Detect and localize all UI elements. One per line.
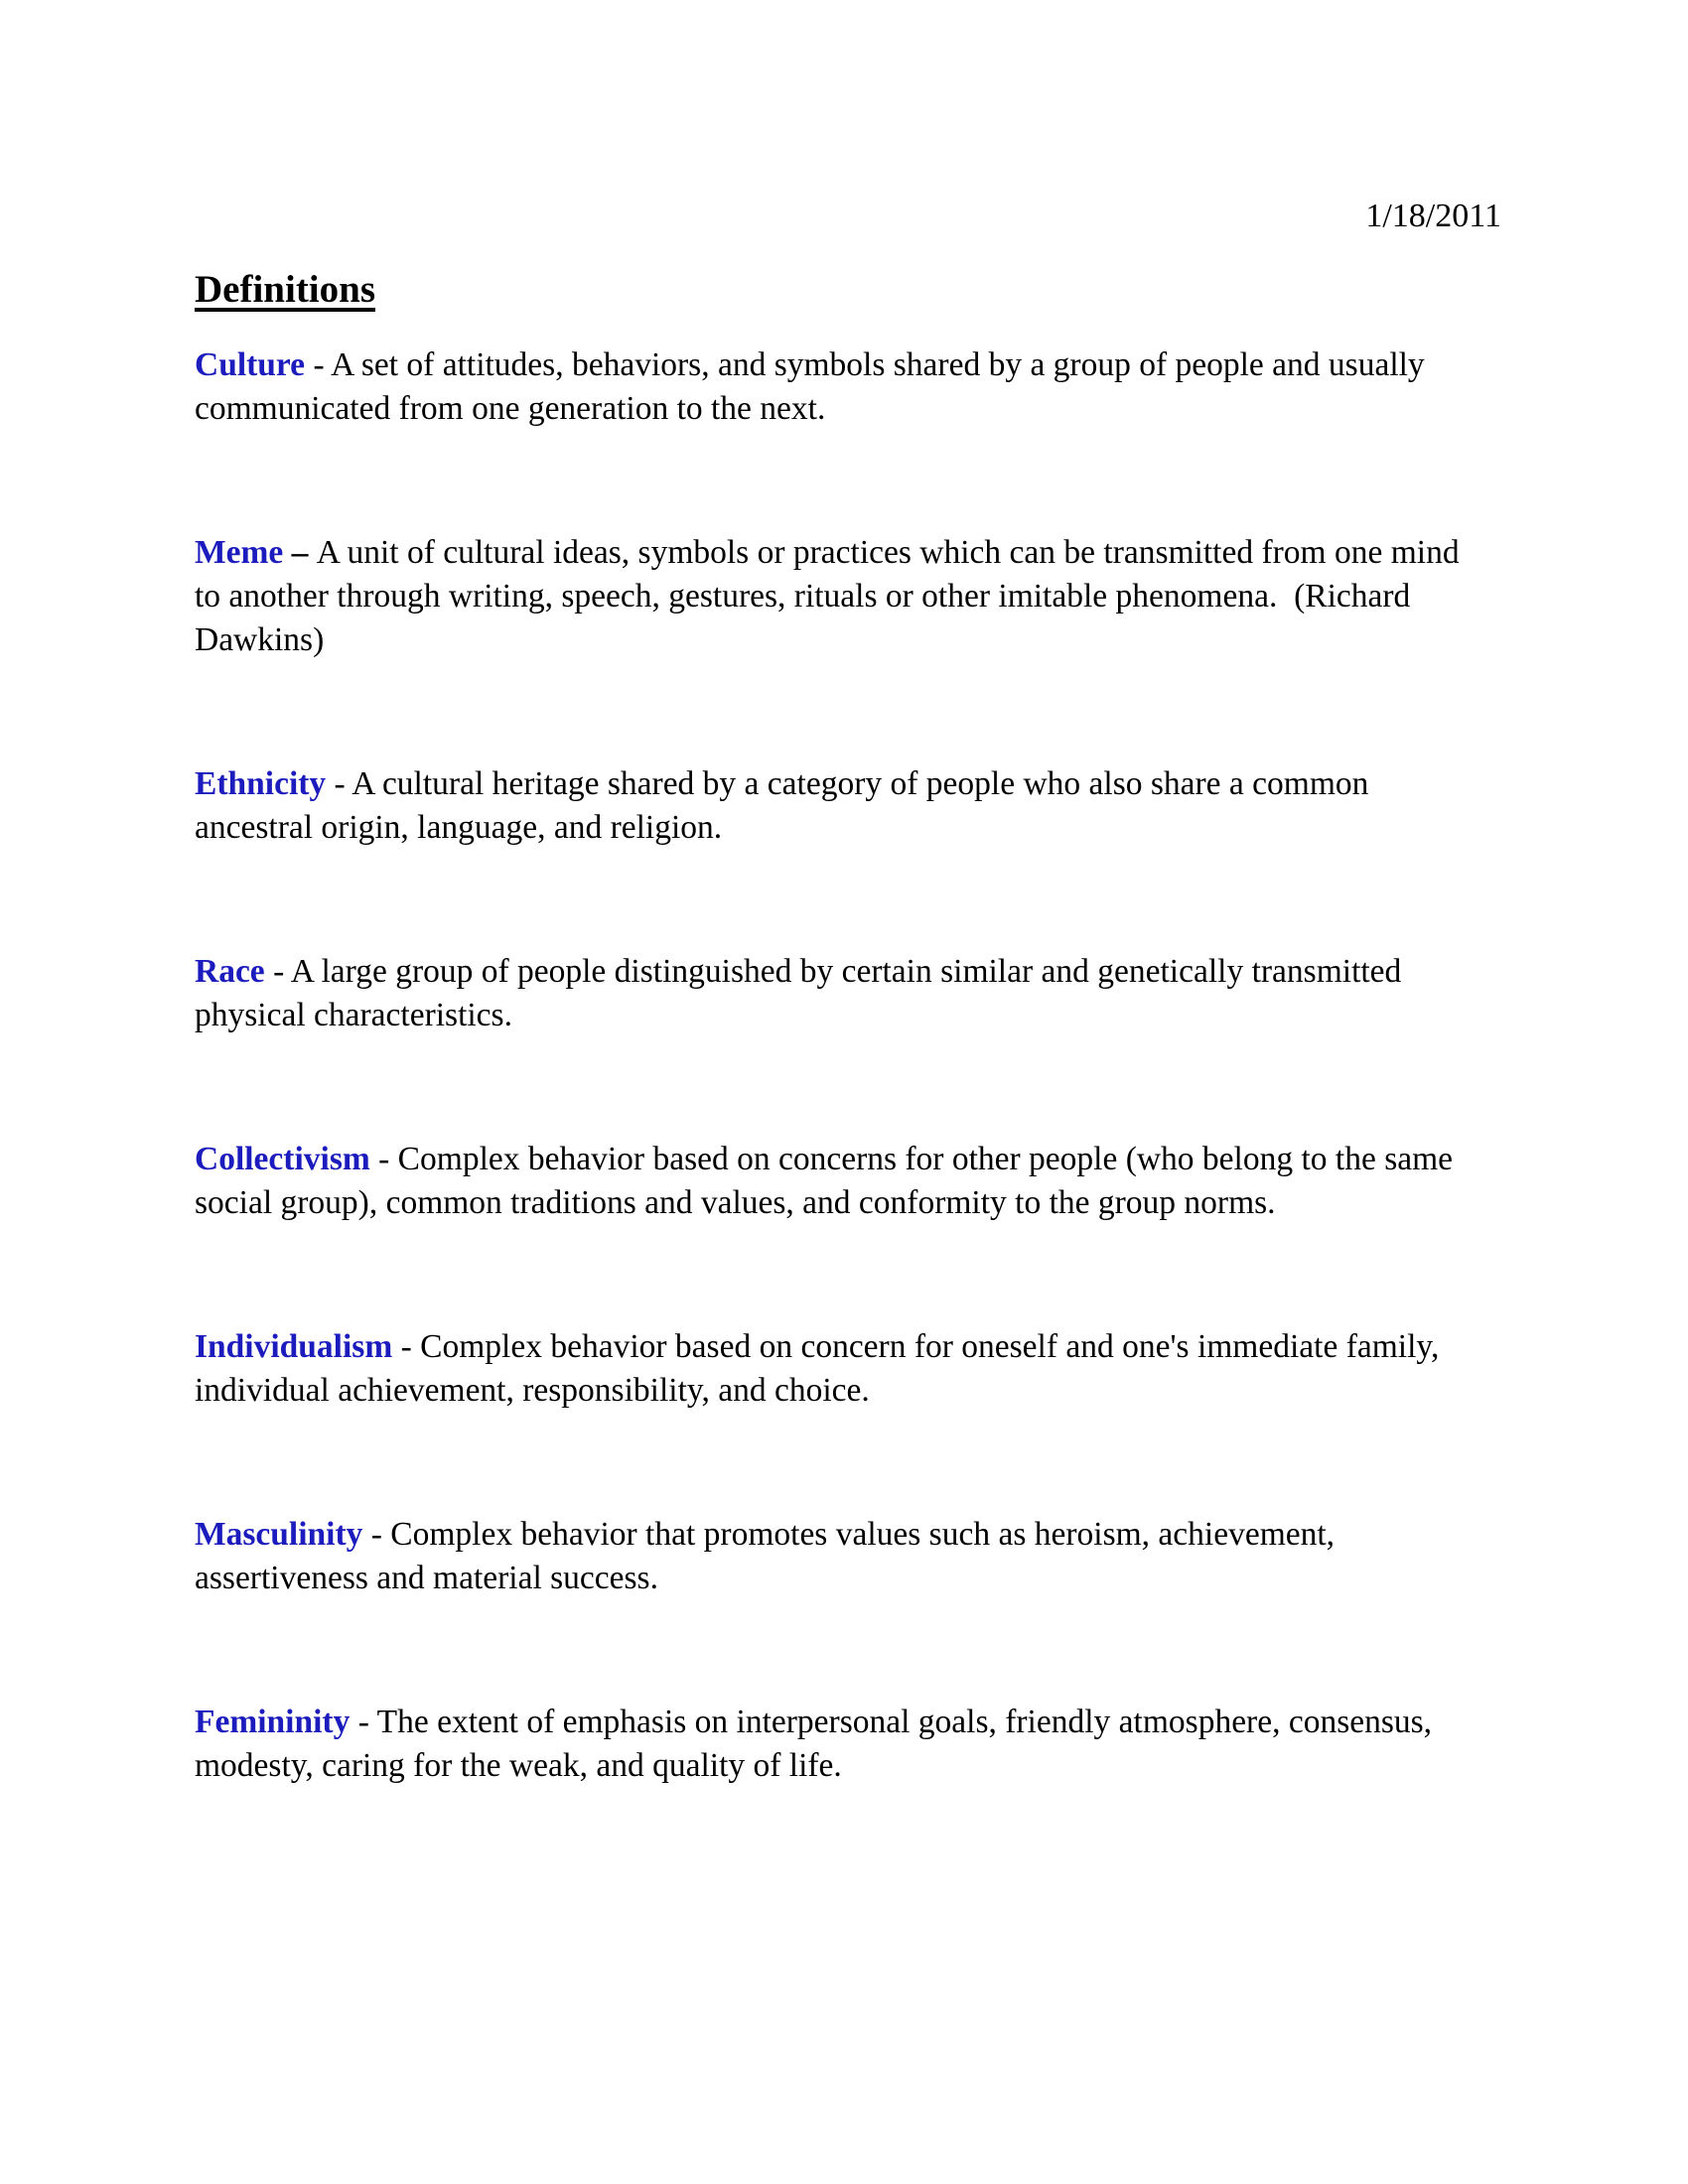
definition-text: physical characteristics. <box>195 997 512 1033</box>
document-date: 1/18/2011 <box>1365 198 1501 234</box>
definition-term: Race <box>195 953 265 990</box>
definition-meme <box>195 531 1501 662</box>
definition-text: to another through writing, speech, gestures, rituals or other imitable phenomena. (Richard <box>195 578 1411 614</box>
definition-text: Complex behavior that promotes values such as heroism, achievement, <box>390 1516 1336 1553</box>
definition-separator: - <box>305 346 332 383</box>
definition-term: Collectivism <box>195 1141 370 1177</box>
definition-masculinity <box>195 1513 1501 1600</box>
definition-line <box>195 531 1501 575</box>
definition-line <box>195 762 1501 806</box>
definition-text: ancestral origin, language, and religion. <box>195 809 723 846</box>
definition-collectivism <box>195 1138 1501 1225</box>
page-title: Definitions <box>195 268 376 311</box>
definition-text: individual achievement, responsibility, and choice. <box>195 1372 870 1409</box>
definition-text: Complex behavior based on concern for oneself and one's immediate family, <box>420 1328 1440 1365</box>
definition-separator: - <box>264 953 291 990</box>
definition-text: A unit of cultural ideas, symbols or practices which can be transmitted from one mind <box>316 534 1460 571</box>
definition-text: modesty, caring for the weak, and quality of life. <box>195 1747 842 1784</box>
definition-term: Ethnicity <box>195 765 327 802</box>
definition-separator: - <box>362 1516 391 1553</box>
definition-term: Meme <box>195 534 284 571</box>
definition-term: Masculinity <box>195 1516 363 1553</box>
definition-term: Femininity <box>195 1704 351 1740</box>
definition-femininity <box>195 1701 1501 1788</box>
definition-culture <box>195 343 1501 431</box>
definition-text: Dawkins) <box>195 621 325 658</box>
definition-text: assertiveness and material success. <box>195 1560 658 1596</box>
definition-term: Culture <box>195 346 306 383</box>
definition-text: Complex behavior based on concerns for other people (who belong to the same <box>397 1141 1454 1177</box>
definitions-list <box>195 343 1501 1788</box>
definition-line <box>195 950 1501 994</box>
definition-separator: - <box>369 1141 398 1177</box>
definition-text: social group), common traditions and values, and conformity to the group norms. <box>195 1184 1276 1221</box>
definition-line <box>195 1513 1501 1557</box>
definition-text: A set of attitudes, behaviors, and symbols shared by a group of people and usually <box>331 346 1425 383</box>
definition-text: A cultural heritage shared by a category of people who also share a common <box>352 765 1369 802</box>
definition-text: communicated from one generation to the next. <box>195 390 826 427</box>
definition-race <box>195 950 1501 1037</box>
definition-ethnicity <box>195 762 1501 850</box>
definition-line <box>195 343 1501 387</box>
definition-separator: - <box>350 1704 377 1740</box>
definition-separator: – <box>283 534 317 571</box>
definition-text: A large group of people distinguished by certain similar and genetically transmitted <box>290 953 1402 990</box>
definition-individualism <box>195 1325 1501 1413</box>
definition-separator: - <box>392 1328 421 1365</box>
definition-term: Individualism <box>195 1328 393 1365</box>
definition-line <box>195 1325 1501 1369</box>
definition-line <box>195 1138 1501 1181</box>
definition-line <box>195 1701 1501 1744</box>
definition-separator: - <box>326 765 352 802</box>
definition-text: The extent of emphasis on interpersonal goals, friendly atmosphere, consensus, <box>376 1704 1433 1740</box>
